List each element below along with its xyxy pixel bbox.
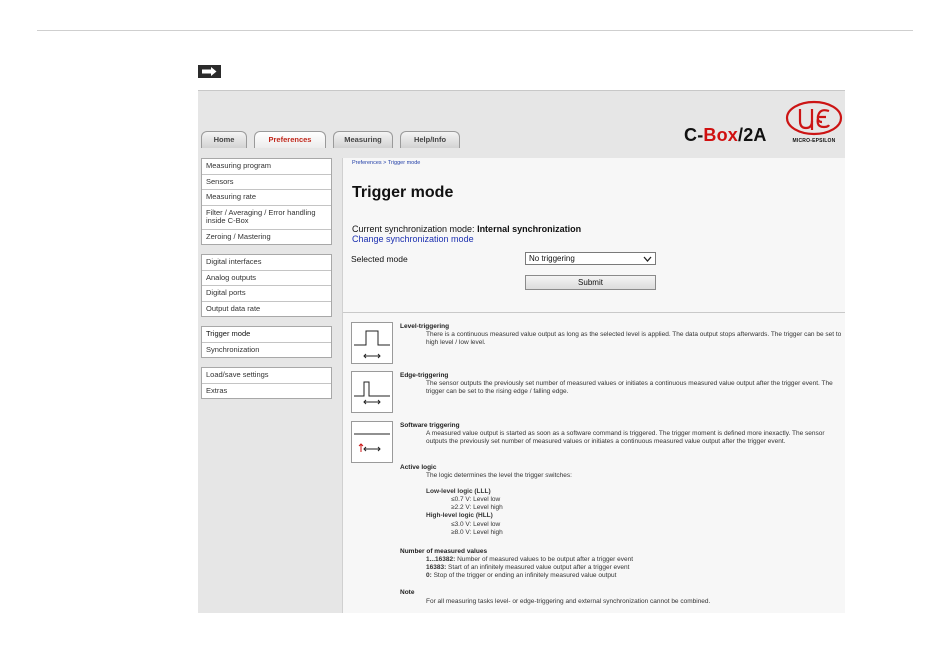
trigger-mode-select[interactable] (525, 252, 656, 265)
software-trigger-text: A measured value output is started as soon as a software command is triggered. The trigger moment is defined more inexactly. The sensor outputs the previously set number of measured values or initiates a continuous measured value output after the trigger event. (426, 430, 825, 446)
edge-trigger-title: Edge-triggering (400, 372, 449, 379)
sidebar-item-output-data-rate[interactable]: Output data rate (206, 303, 261, 313)
sidebar-item-analog-outputs[interactable]: Analog outputs (202, 271, 331, 287)
measured-values-line1: 1...16382: Number of measured values to be output after a trigger event (426, 556, 634, 563)
selected-mode-label: Selected mode (351, 254, 408, 264)
active-logic-title: Active logic (400, 464, 437, 471)
change-sync-mode-link[interactable]: Change synchronization mode (352, 234, 474, 244)
edge-trigger-text: The sensor outputs the previously set number of measured values or initiates a continuous measured value output after the trigger event. The trigger can be set to the rising edge / falling edge. (426, 380, 833, 396)
measured-values-line3: 0: Stop of the trigger or ending an infinitely measured value output (426, 572, 617, 579)
software-trigger-title: Software triggering (400, 422, 460, 429)
submit-button[interactable]: Submit (525, 275, 656, 290)
note-title: Note (400, 589, 415, 596)
level-trigger-title: Level-triggering (400, 323, 450, 330)
tab-measuring[interactable]: Measuring (333, 131, 393, 148)
sidebar-item-zeroing-mastering[interactable]: Zeroing / Mastering (206, 231, 271, 241)
sidebar-item-digital-ports[interactable]: Digital ports (202, 286, 331, 302)
section-divider (343, 312, 845, 313)
level-trigger-icon (351, 322, 393, 364)
sidebar-group-settings (201, 367, 332, 399)
product-name: C-Box/2A (684, 125, 767, 145)
lll-line1: ≤0.7 V: Level low (451, 496, 501, 503)
web-interface-window (198, 90, 845, 613)
sidebar-item-measuring-program[interactable]: Measuring program (202, 159, 331, 175)
sidebar-item-digital-interfaces[interactable]: Digital interfaces (202, 255, 331, 271)
sidebar (201, 158, 332, 408)
current-sync-mode: Current synchronization mode: Internal synchronization (352, 224, 582, 234)
arrow-right-icon (198, 65, 221, 78)
hll-line2: ≥8.0 V: Level high (451, 529, 503, 536)
hll-line1: ≤3.0 V: Level low (451, 521, 501, 528)
main-content (342, 158, 845, 613)
sidebar-item-load-save-settings[interactable]: Load/save settings (202, 368, 331, 384)
sidebar-item-synchronization[interactable]: Synchronization (206, 344, 260, 354)
active-logic-text: The logic determines the level the trigger switches: (426, 472, 572, 479)
micro-epsilon-logo (784, 100, 844, 146)
tab-help-info[interactable]: Help/Info (400, 131, 460, 148)
page-title: Trigger mode (352, 184, 454, 201)
sidebar-item-measuring-rate[interactable]: Measuring rate (202, 190, 331, 206)
hll-title: High-level logic (HLL) (426, 512, 493, 519)
page-top-rule (37, 30, 913, 31)
sidebar-item-sensors[interactable]: Sensors (202, 175, 331, 191)
level-trigger-text: There is a continuous measured value output as long as the selected level is applied. The data output stops afterwards. The trigger can be set to high level / low level. (426, 331, 842, 347)
measured-values-title: Number of measured values (400, 548, 488, 555)
sidebar-item-filter-averaging[interactable]: Filter / Averaging / Error handling inside C-Box (202, 206, 331, 230)
sidebar-group-trigger (201, 326, 332, 358)
select-value: No triggering (529, 254, 575, 263)
lll-line2: ≥2.2 V: Level high (451, 504, 503, 511)
tab-preferences[interactable]: Preferences (254, 131, 326, 148)
chevron-down-icon (643, 255, 652, 263)
tab-home[interactable]: Home (201, 131, 247, 148)
measured-values-line2: 16383: Start of an infinitely measured value output after a trigger event (426, 564, 630, 571)
breadcrumb[interactable]: Preferences > Trigger mode (352, 160, 421, 166)
sidebar-group-measurement (201, 158, 332, 245)
lll-title: Low-level logic (LLL) (426, 488, 491, 495)
edge-trigger-icon (351, 371, 393, 413)
sidebar-item-extras[interactable]: Extras (206, 385, 228, 395)
software-trigger-icon (351, 421, 393, 463)
sidebar-item-trigger-mode[interactable]: Trigger mode (202, 327, 331, 343)
logo-text: MICRO-EPSILON (792, 138, 836, 144)
sidebar-group-outputs (201, 254, 332, 317)
note-text: For all measuring tasks level- or edge-triggering and external synchronization cannot be combined. (426, 598, 711, 605)
